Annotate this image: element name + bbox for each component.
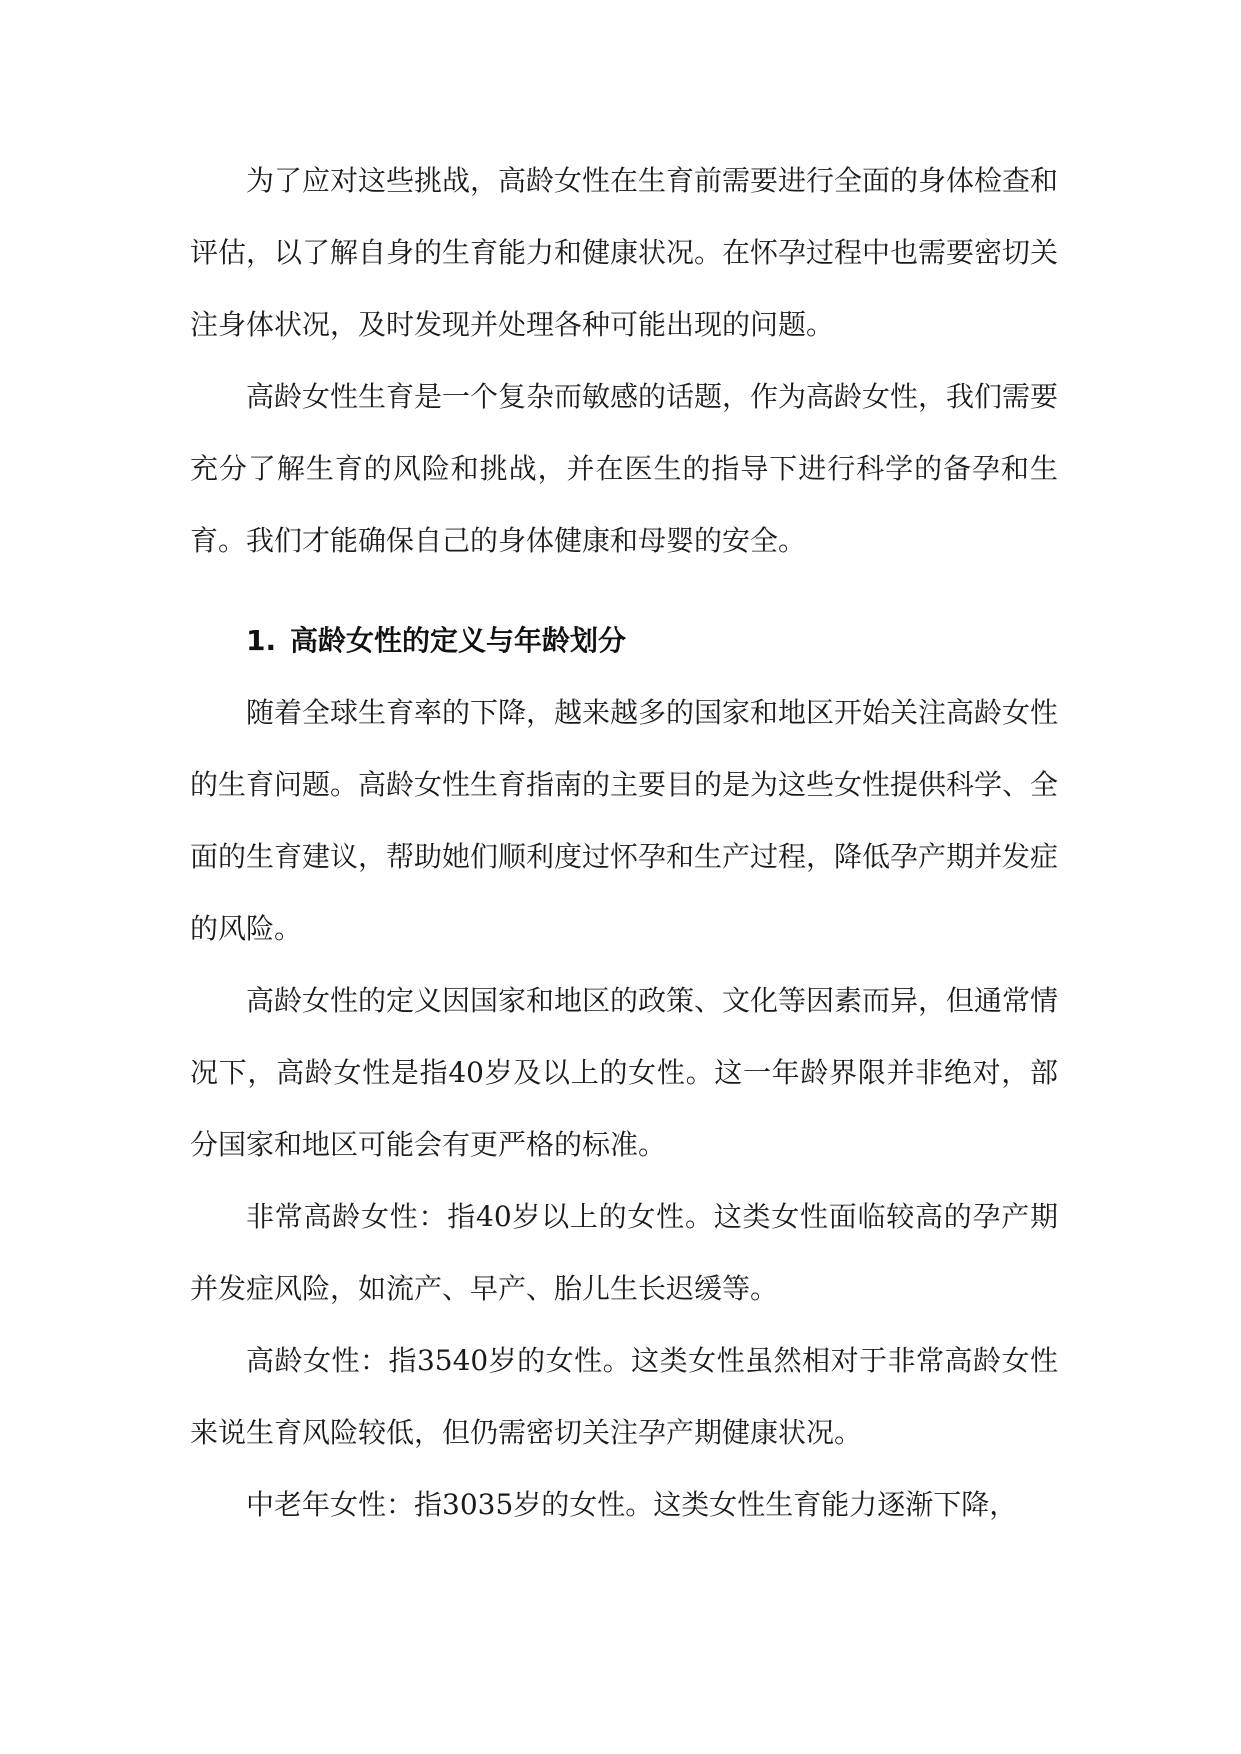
section-title: 高龄女性的定义与年龄划分 [290, 624, 627, 657]
body-paragraph: 高龄女性的定义因国家和地区的政策、文化等因素而异，但通常情况下，高龄女性是指40岁及以上的女性。这一年龄界限并非绝对，部分国家和地区可能会有更严格的标准。 [190, 984, 1059, 1161]
document-body [190, 145, 1058, 1541]
section-heading [190, 605, 1058, 677]
body-paragraph: 高龄女性：指3540岁的女性。这类女性虽然相对于非常高龄女性来说生育风险较低，但仍需密切关注孕产期健康状况。 [190, 1344, 1058, 1449]
body-paragraph: 随着全球生育率的下降，越来越多的国家和地区开始关注高龄女性的生育问题。高龄女性生育指南的主要目的是为这些女性提供科学、全面的生育建议，帮助她们顺利度过怀孕和生产过程，降低孕产期并发症的风险。 [190, 696, 1059, 945]
body-paragraph: 高龄女性生育是一个复杂而敏感的话题，作为高龄女性，我们需要充分了解生育的风险和挑战，并在医生的指导下进行科学的备孕和生育。我们才能确保自己的身体健康和母婴的安全。 [190, 380, 1059, 557]
body-paragraph: 非常高龄女性：指40岁以上的女性。这类女性面临较高的孕产期并发症风险，如流产、早产、胎儿生长迟缓等。 [190, 1200, 1058, 1305]
section-number: 1. [246, 624, 277, 657]
body-paragraph: 为了应对这些挑战，高龄女性在生育前需要进行全面的身体检查和评估，以了解自身的生育能力和健康状况。在怀孕过程中也需要密切关注身体状况，及时发现并处理各种可能出现的问题。 [190, 164, 1059, 341]
body-paragraph: 中老年女性：指3035岁的女性。这类女性生育能力逐渐下降， [246, 1488, 1018, 1521]
